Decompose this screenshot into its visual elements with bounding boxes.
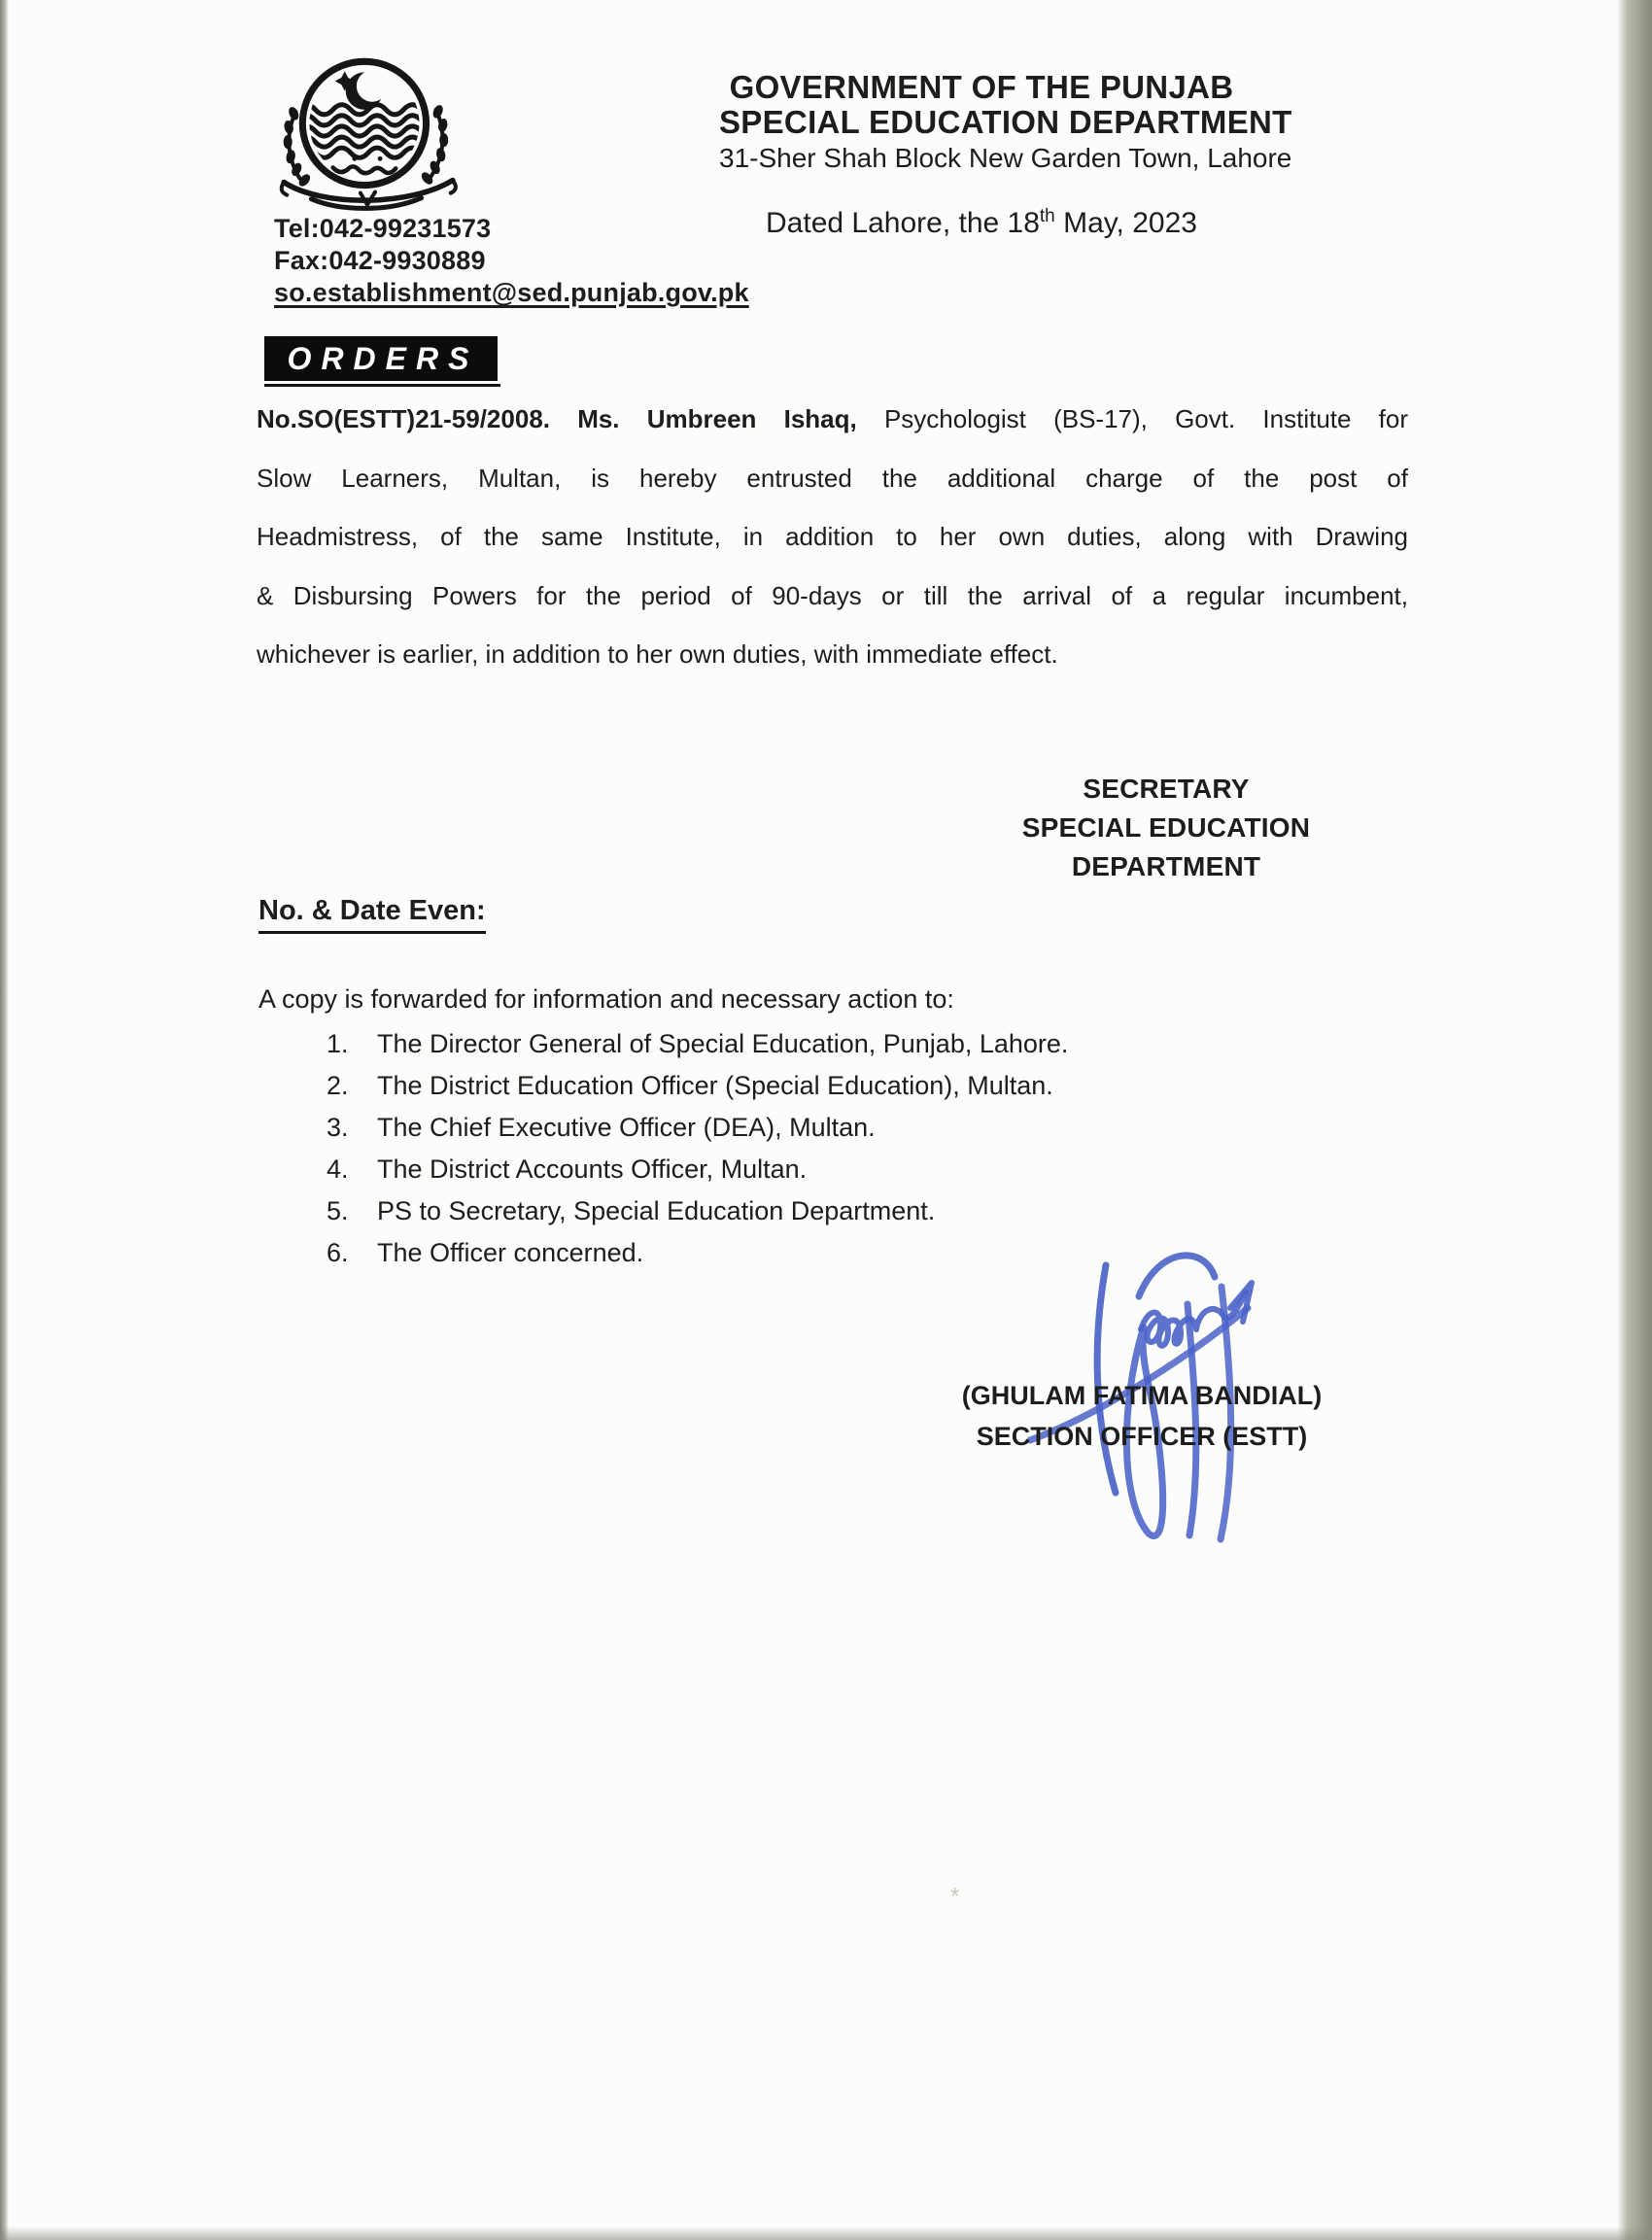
order-paragraph-line: whichever is earlier, in addition to her own duties, with immediate effect. <box>257 639 1058 669</box>
signer-title: SECTION OFFICER (ESTT) <box>976 1422 1308 1451</box>
punjab-government-emblem-logo <box>270 52 470 212</box>
date-prefix: Dated Lahore, the 18 <box>766 207 1040 239</box>
scan-edge-right <box>1617 0 1652 2240</box>
reference-line: No. & Date Even: <box>258 895 486 934</box>
fax-line: Fax:042-9930889 <box>274 246 486 275</box>
list-item-text: The District Accounts Officer, Multan. <box>377 1154 808 1184</box>
recipients-list <box>327 1023 1068 1274</box>
scan-edge-left <box>0 0 9 2240</box>
list-item <box>327 1232 1068 1274</box>
order-paragraph-line: Headmistress, of the same Institute, in addition to her own duties, along with Drawing <box>257 522 1408 551</box>
signatory-title-line2: SPECIAL EDUCATION <box>1021 812 1311 843</box>
list-item-number: 5. <box>327 1196 349 1225</box>
list-item <box>327 1023 1068 1065</box>
list-item-number: 1. <box>327 1029 349 1058</box>
order-reference-number: No.SO(ESTT)21-59/2008. Ms. Umbreen Ishaq, <box>257 404 857 433</box>
list-item <box>327 1107 1068 1149</box>
list-item-text: PS to Secretary, Special Education Department. <box>377 1196 936 1225</box>
orders-heading: ORDERS <box>264 336 498 381</box>
order-line1-rest: Psychologist (BS-17), Govt. Institute for <box>856 404 1408 433</box>
list-item-text: The Chief Executive Officer (DEA), Multan. <box>377 1113 876 1142</box>
list-item-text: The Officer concerned. <box>377 1238 644 1267</box>
signatory-title-line1: SECRETARY <box>1083 774 1250 804</box>
signatory-title-line3: DEPARTMENT <box>1071 851 1261 881</box>
list-item-text: The Director General of Special Education, Punjab, Lahore. <box>377 1029 1069 1058</box>
date-ordinal-superscript: th <box>1039 206 1055 226</box>
order-paragraph-line <box>257 390 1408 449</box>
orders-underline <box>264 384 500 387</box>
list-item-text: The District Education Officer (Special Education), Multan. <box>377 1071 1053 1100</box>
date-line <box>719 206 1244 240</box>
order-paragraph <box>257 390 1408 684</box>
order-paragraph-line: Slow Learners, Multan, is hereby entrusted the additional charge of the post of <box>257 463 1408 493</box>
tel-line: Tel:042-99231573 <box>274 214 492 243</box>
list-item <box>327 1065 1068 1107</box>
list-item-number: 3. <box>327 1113 349 1142</box>
signer-name: (GHULAM FATIMA BANDIAL) <box>961 1381 1323 1410</box>
scan-smudge: * <box>950 1883 960 1910</box>
org-name-line1: GOVERNMENT OF THE PUNJAB <box>729 69 1234 105</box>
contact-block <box>274 213 749 309</box>
list-item-number: 6. <box>327 1238 349 1267</box>
email-line: so.establishment@sed.punjab.gov.pk <box>274 278 749 307</box>
date-suffix: May, 2023 <box>1054 207 1197 239</box>
org-address: 31-Sher Shah Block New Garden Town, Lahore <box>719 143 1292 173</box>
order-paragraph-line: & Disbursing Powers for the period of 90-days or till the arrival of a regular incumbent, <box>257 580 1408 610</box>
org-name-line2: SPECIAL EDUCATION DEPARTMENT <box>719 104 1292 140</box>
list-item <box>327 1190 1068 1232</box>
list-item-number: 2. <box>327 1071 349 1100</box>
letterhead-center <box>719 69 1292 174</box>
forwarding-line: A copy is forwarded for information and necessary action to: <box>258 984 954 1014</box>
list-item-number: 4. <box>327 1154 349 1184</box>
signatory-block <box>972 770 1360 886</box>
scan-edge-bottom <box>0 2226 1652 2240</box>
list-item <box>327 1149 1068 1190</box>
